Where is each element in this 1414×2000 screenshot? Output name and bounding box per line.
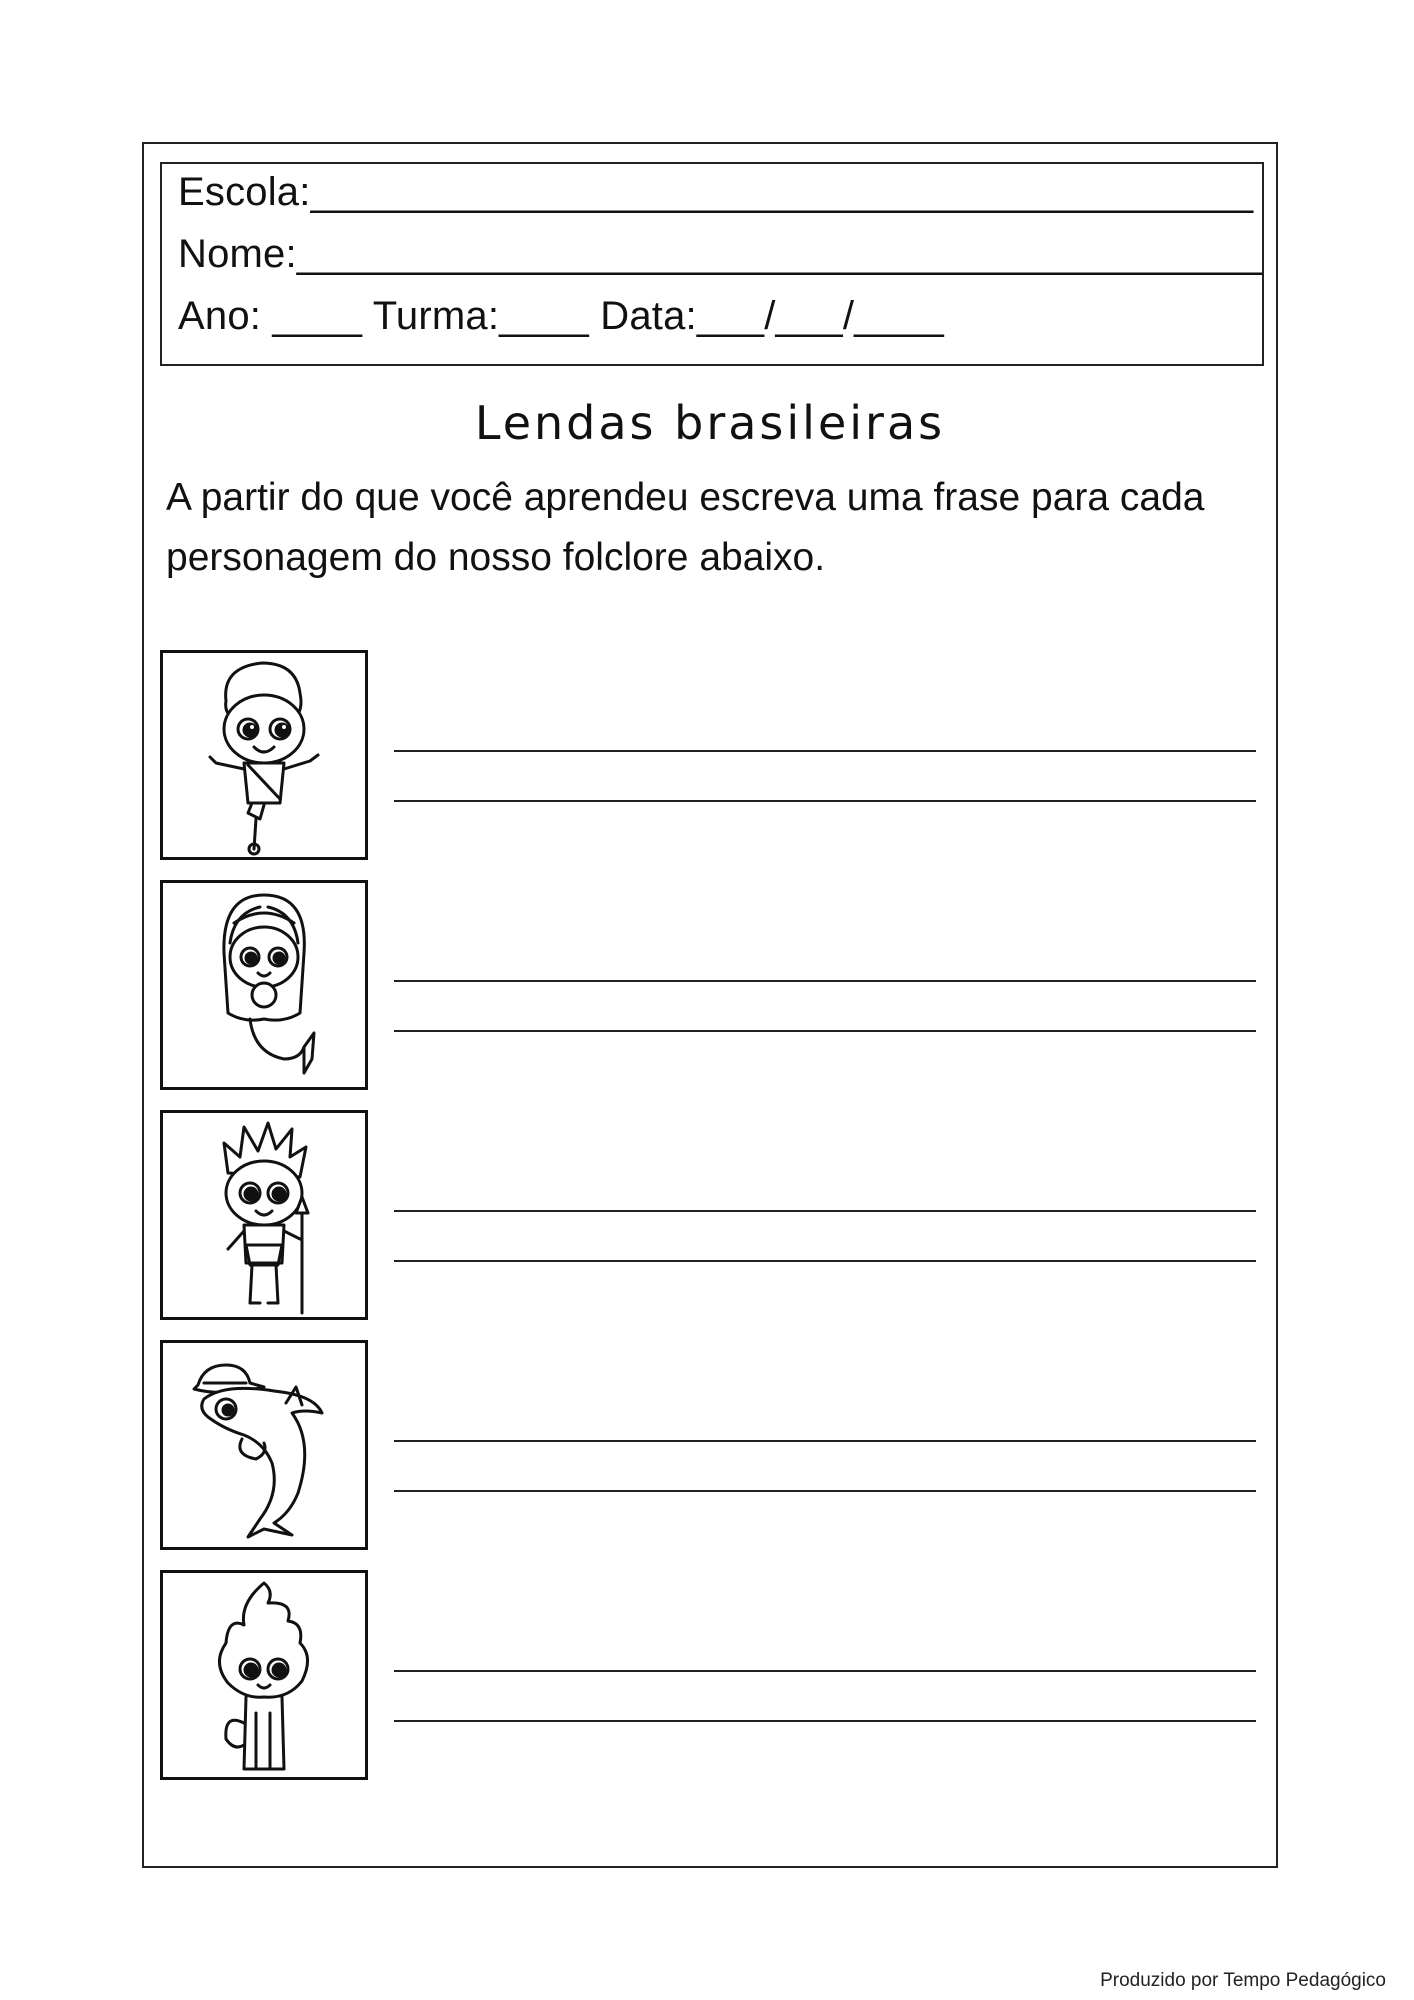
- answer-line-5b[interactable]: [394, 1720, 1256, 1722]
- instructions-text: A partir do que você aprendeu escreva uma frase para cada personagem do nosso folclore abaixo.: [166, 476, 1205, 579]
- character-row-1: [160, 650, 1258, 860]
- answer-line-4b[interactable]: [394, 1490, 1256, 1492]
- answer-line-4a[interactable]: [394, 1440, 1256, 1442]
- credit-footer: Produzido por Tempo Pedagógico: [1100, 1970, 1386, 1991]
- boto-dolphin-icon: [160, 1340, 368, 1550]
- character-row-2: [160, 880, 1258, 1090]
- year-class-date-field[interactable]: Ano: ____ Turma:____ Data:___/___/____: [178, 294, 944, 338]
- page-title: Lendas brasileiras: [474, 396, 946, 450]
- answer-line-1b[interactable]: [394, 800, 1256, 802]
- student-info-box: [160, 162, 1264, 366]
- mermaid-iara-icon: [160, 880, 368, 1090]
- answer-line-2b[interactable]: [394, 1030, 1256, 1032]
- answer-line-5a[interactable]: [394, 1670, 1256, 1672]
- worksheet-frame: [142, 142, 1278, 1868]
- school-field[interactable]: Escola:__________________________________________: [178, 170, 1254, 214]
- answer-line-2a[interactable]: [394, 980, 1256, 982]
- curupira-icon: [160, 1110, 368, 1320]
- name-field[interactable]: Nome:___________________________________________: [178, 232, 1262, 276]
- character-row-5: [160, 1570, 1258, 1780]
- answer-line-3a[interactable]: [394, 1210, 1256, 1212]
- character-row-3: [160, 1110, 1258, 1320]
- answer-line-1a[interactable]: [394, 750, 1256, 752]
- boitata-fire-icon: [160, 1570, 368, 1780]
- saci-icon: [160, 650, 368, 860]
- answer-line-3b[interactable]: [394, 1260, 1256, 1262]
- character-row-4: [160, 1340, 1258, 1550]
